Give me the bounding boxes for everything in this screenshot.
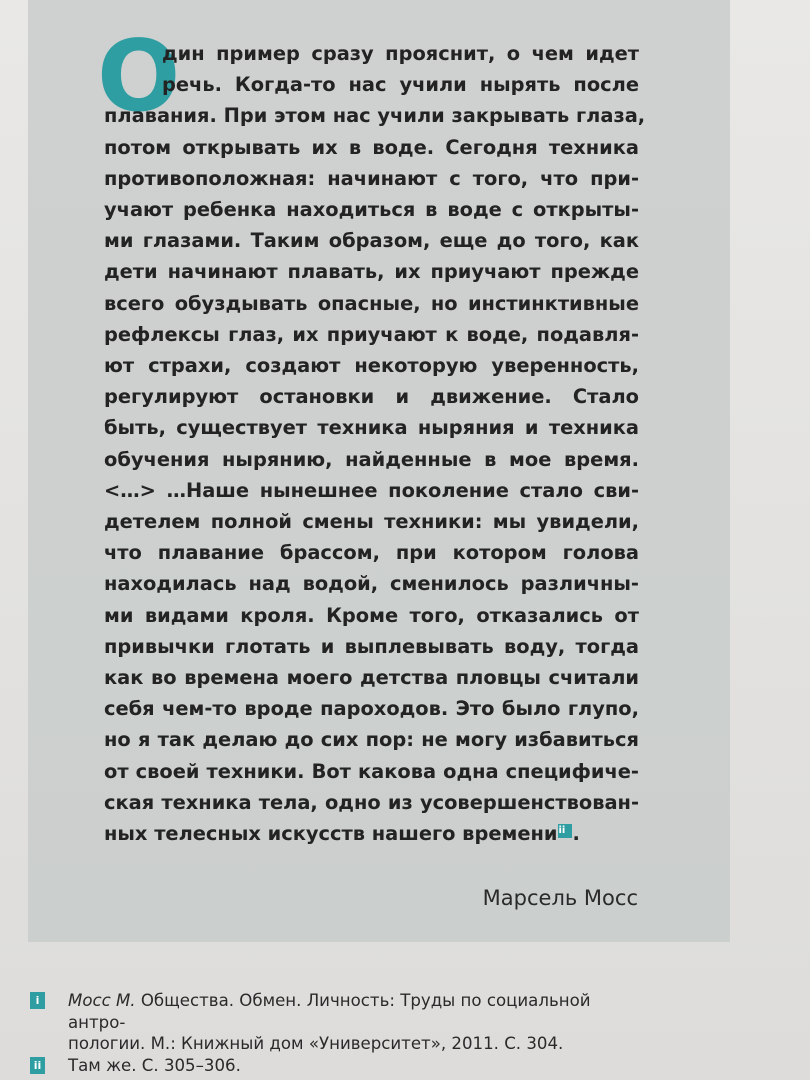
- quote-line: что плавание брассом, при котором голова: [104, 541, 639, 565]
- footnote-text: Там же. С. 305–306.: [68, 1055, 241, 1075]
- quote-line: речь. Когда-то нас учили нырять после: [162, 73, 639, 97]
- quote-line: ская техника тела, одно из усовершенствован-: [104, 790, 639, 814]
- footnote-author: Мосс М.: [68, 991, 136, 1010]
- quote-line: <…> …Наше нынешнее поколение стало сви-: [104, 478, 639, 502]
- quote-line: всего обуздывать опасные, но инстинктивные: [104, 291, 639, 315]
- quote-line: детелем полной смены техники: мы увидели,: [104, 510, 639, 534]
- quote-line: но я так делаю до сих пор: не могу избавиться: [104, 728, 639, 752]
- quote-line: как во времена моего детства пловцы считали: [104, 666, 639, 690]
- quote-line: регулируют остановки и движение. Стало: [104, 385, 639, 409]
- quote-line: обучения нырянию, найденные в мое время.: [104, 447, 639, 471]
- quote-line: рефлексы глаз, их приучают к воде, подавля-: [104, 322, 639, 346]
- footnote-ref-ii[interactable]: ii: [558, 824, 572, 838]
- quote-line: ми видами кроля. Кроме того, отказались от: [104, 603, 639, 627]
- quote-last-line: [104, 818, 639, 849]
- quote-line: потом открывать их в воде. Сегодня техника: [104, 135, 639, 159]
- quote-line: дин пример сразу прояснит, о чем идет: [162, 42, 639, 65]
- footnotes: [30, 990, 650, 1076]
- quote-line: дети начинают плавать, их приучают прежде: [104, 260, 639, 284]
- quote-line: противоположная: начинают с того, что при-: [104, 166, 639, 190]
- footnote-i: [30, 990, 650, 1055]
- end-punct: .: [572, 822, 580, 846]
- dropcap-letter: О: [97, 20, 181, 134]
- quote-line: себя чем-то вроде пароходов. Это было глупо,: [104, 697, 639, 721]
- quote-line: ми глазами. Таким образом, еще до того, как: [104, 229, 639, 253]
- quote-line: учают ребенка находиться в воде с открыты-: [104, 198, 639, 222]
- footnote-ii: [30, 1055, 650, 1077]
- quote-line: плавания. При этом нас учили закрывать глаза,: [104, 104, 646, 128]
- quote-line: ных телесных искусств нашего времени: [104, 822, 558, 846]
- footnote-text: пологии. М.: Книжный дом «Университет», 2011. С. 304.: [68, 1034, 564, 1054]
- footnote-badge: i: [30, 992, 45, 1009]
- quote-body: [104, 38, 646, 849]
- quote-author: Марсель Мосс: [482, 886, 638, 910]
- quote-line: ют страхи, создают некоторую уверенность,: [104, 354, 639, 378]
- quote-line: привычки глотать и выплевывать воду, тогда: [104, 634, 639, 658]
- footnote-badge: ii: [30, 1057, 45, 1074]
- footnote-text: Общества. Обмен. Личность: Труды по социальной антро-: [68, 991, 591, 1032]
- quote-line: быть, существует техника ныряния и техника: [104, 416, 639, 440]
- quote-line: от своей техники. Вот какова одна специфиче-: [104, 759, 639, 783]
- quote-line: находилась над водой, сменилось различны-: [104, 572, 639, 596]
